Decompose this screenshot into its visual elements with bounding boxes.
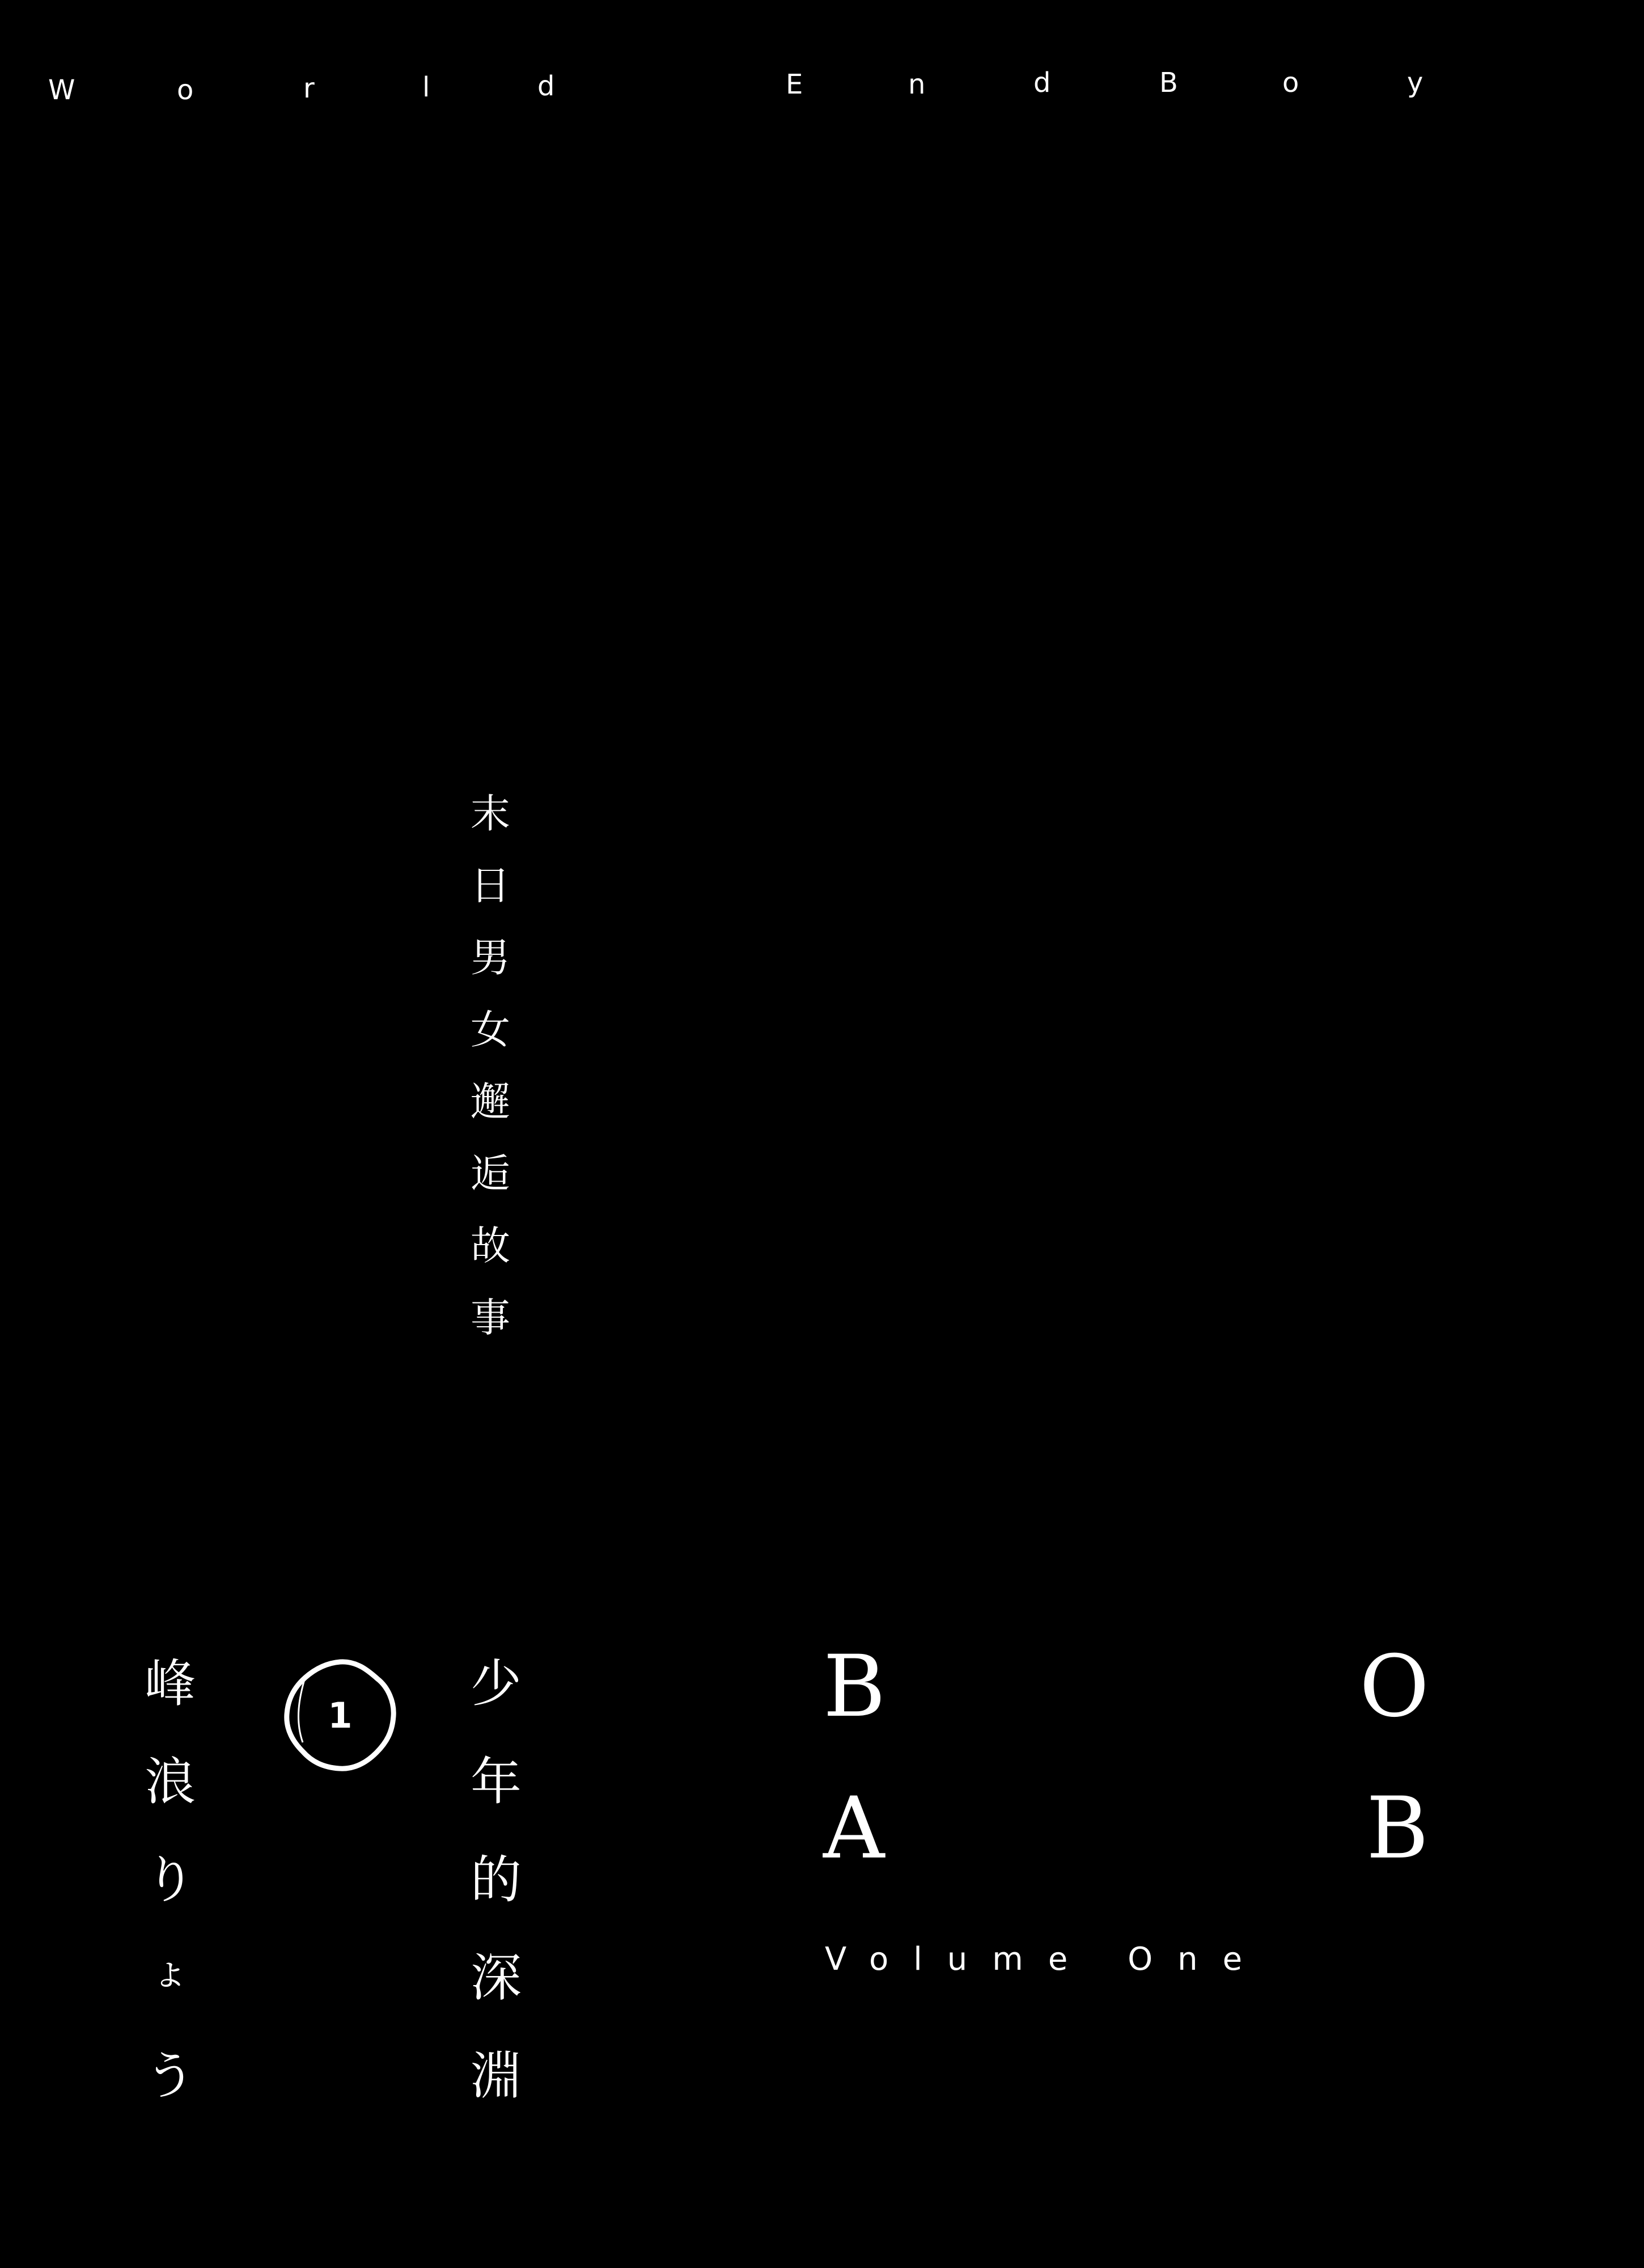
header-letter: d bbox=[537, 70, 555, 102]
header-letter: l bbox=[422, 71, 430, 103]
author-char: り bbox=[145, 1850, 196, 1910]
header-letter: o bbox=[177, 74, 194, 106]
author-char: 峰 bbox=[145, 1654, 196, 1713]
vertical-subtitle bbox=[465, 790, 516, 1370]
header-letter: d bbox=[1033, 67, 1051, 99]
title-char: 年 bbox=[471, 1752, 522, 1812]
title-char: 少 bbox=[471, 1654, 522, 1713]
title-letter: B bbox=[1366, 1779, 1429, 1878]
title-chinese bbox=[465, 1654, 527, 2149]
title-char: 深 bbox=[471, 1948, 522, 2008]
volume-number-badge bbox=[282, 1657, 398, 1773]
title-letter: B bbox=[823, 1637, 886, 1736]
header-letter: n bbox=[908, 69, 926, 100]
header-letter: o bbox=[1282, 67, 1299, 99]
subtitle-char: 日 bbox=[471, 862, 510, 909]
subtitle-char: 男 bbox=[471, 934, 510, 981]
subtitle-char: 末 bbox=[471, 790, 510, 837]
title-char: 的 bbox=[471, 1850, 522, 1910]
subtitle-char: 女 bbox=[471, 1006, 510, 1053]
author-name bbox=[139, 1654, 201, 2149]
header-letter: E bbox=[786, 69, 803, 100]
author-char: 浪 bbox=[145, 1752, 196, 1812]
author-char: う bbox=[145, 2046, 196, 2106]
header-letter: y bbox=[1407, 67, 1423, 99]
header-letter: W bbox=[48, 74, 75, 106]
header-letter: r bbox=[303, 73, 315, 104]
subtitle-char: 逅 bbox=[471, 1150, 510, 1197]
author-char: ょ bbox=[150, 1949, 189, 1994]
title-letter: A bbox=[823, 1779, 885, 1878]
subtitle-char: 事 bbox=[471, 1294, 510, 1341]
volume-number: 1 bbox=[328, 1694, 353, 1736]
subtitle-char: 故 bbox=[471, 1222, 510, 1269]
header-letter: B bbox=[1159, 67, 1178, 99]
volume-label: Volume One bbox=[825, 1941, 1268, 1978]
subtitle-char: 邂 bbox=[471, 1078, 510, 1125]
title-letter: O bbox=[1359, 1637, 1429, 1736]
title-char: 淵 bbox=[471, 2046, 522, 2106]
